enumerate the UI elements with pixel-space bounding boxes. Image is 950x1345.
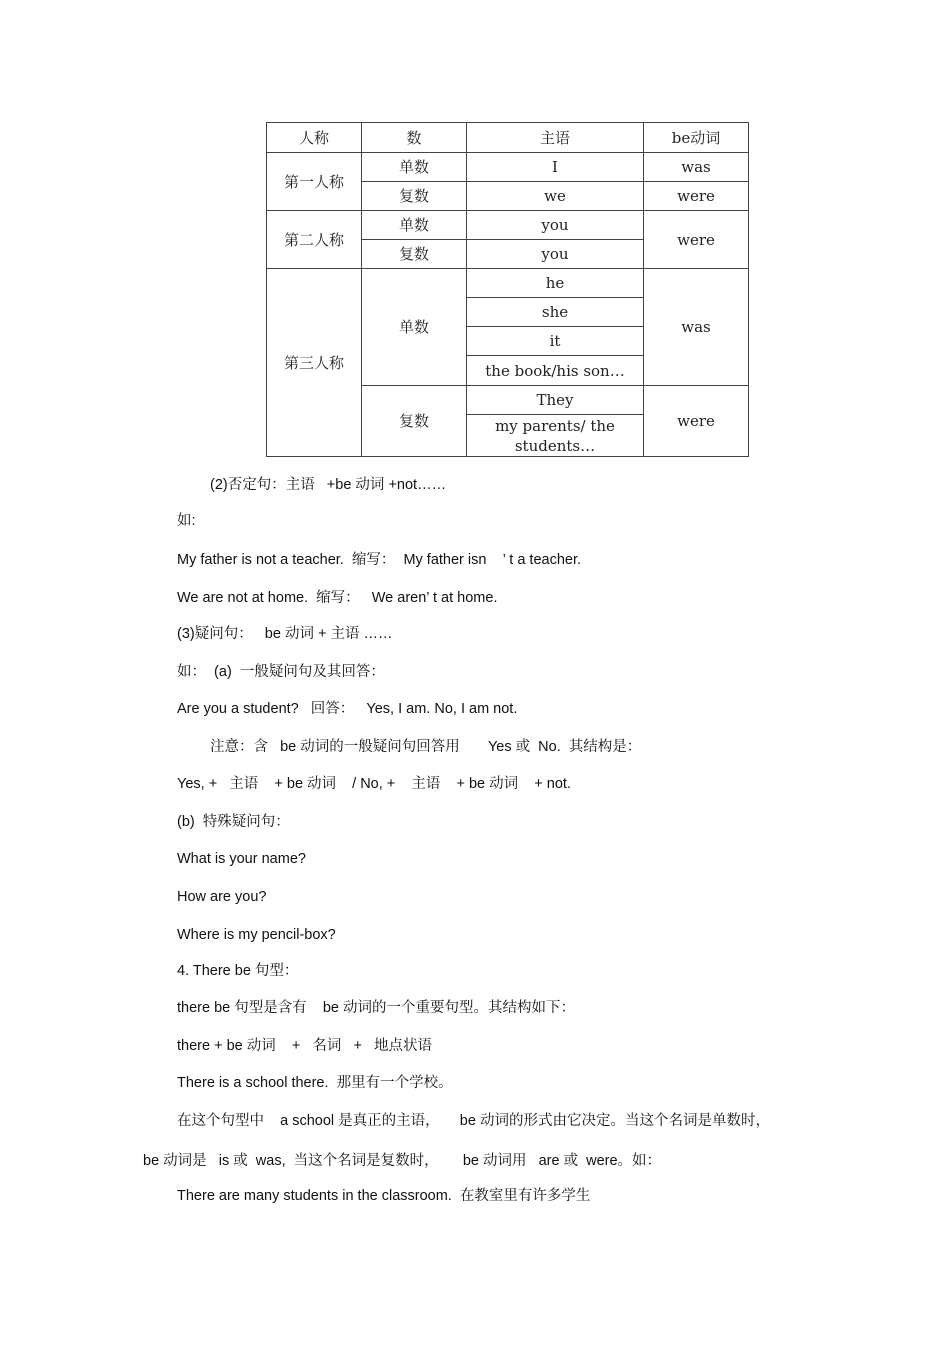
example-sentence: How are you? (177, 889, 267, 905)
verb-cell: was (644, 269, 749, 386)
header-subject: 主语 (467, 123, 644, 153)
subject-cell: I (467, 153, 644, 182)
verb-cell: was (644, 153, 749, 182)
number-cell: 复数 (362, 386, 467, 457)
number-cell: 复数 (362, 240, 467, 269)
subject-cell: my parents/ the students… (467, 415, 644, 457)
header-be-verb: be动词 (644, 123, 749, 153)
general-question-label: 如： (a) 一般疑问句及其回答： (177, 664, 385, 680)
subject-cell: the book/his son… (467, 356, 644, 386)
question-heading: (3)疑问句： be 动词 + 主语 …… (177, 626, 393, 642)
be-verb-table (266, 122, 749, 457)
example-sentence: There is a school there. 那里有一个学校。 (177, 1075, 453, 1091)
verb-cell: were (644, 182, 749, 211)
paragraph-text: be 动词是 is 或 was, 当这个名词是复数时， be 动词用 are 或 were。如： (143, 1153, 662, 1169)
structure-text: Yes, + 主语 + be 动词 / No, + 主语 + be 动词 + not. (177, 776, 571, 792)
note-text: 注意：含 be 动词的一般疑问句回答用 Yes 或 No. 其结构是： (210, 739, 642, 755)
special-question-label: (b) 特殊疑问句： (177, 814, 290, 830)
example-sentence: We are not at home. 缩写： We aren’ t at home. (177, 590, 498, 606)
verb-cell: were (644, 211, 749, 269)
negative-sentence-heading: (2)否定句：主语 +be 动词 +not…… (210, 477, 447, 493)
subject-cell: you (467, 211, 644, 240)
example-sentence: Are you a student? 回答： Yes, I am. No, I am not. (177, 701, 518, 717)
example-label: 如: (177, 513, 196, 529)
paragraph-text: there be 句型是含有 be 动词的一个重要句型。其结构如下： (177, 1000, 576, 1016)
number-cell: 单数 (362, 211, 467, 240)
example-sentence: My father is not a teacher. 缩写： My father isn ’ t a teacher. (177, 552, 582, 568)
second-person-cell: 第二人称 (267, 211, 362, 269)
example-sentence: Where is my pencil-box? (177, 927, 336, 943)
subject-cell: he (467, 269, 644, 298)
section-heading: 4. There be 句型： (177, 963, 299, 979)
example-sentence: There are many students in the classroom. 在教室里有许多学生 (177, 1188, 591, 1204)
structure-text: there + be 动词 + 名词 + 地点状语 (177, 1038, 433, 1054)
header-number: 数 (362, 123, 467, 153)
number-cell: 单数 (362, 153, 467, 182)
number-cell: 单数 (362, 269, 467, 386)
subject-cell: we (467, 182, 644, 211)
header-person: 人称 (267, 123, 362, 153)
third-person-cell: 第三人称 (267, 269, 362, 457)
subject-cell: it (467, 327, 644, 356)
subject-cell: They (467, 386, 644, 415)
subject-cell: you (467, 240, 644, 269)
verb-cell: were (644, 386, 749, 457)
paragraph-text: 在这个句型中 a school 是真正的主语， be 动词的形式由它决定。当这个名词是单数时， (177, 1113, 770, 1129)
example-sentence: What is your name? (177, 851, 306, 867)
subject-cell: she (467, 298, 644, 327)
first-person-cell: 第一人称 (267, 153, 362, 211)
number-cell: 复数 (362, 182, 467, 211)
